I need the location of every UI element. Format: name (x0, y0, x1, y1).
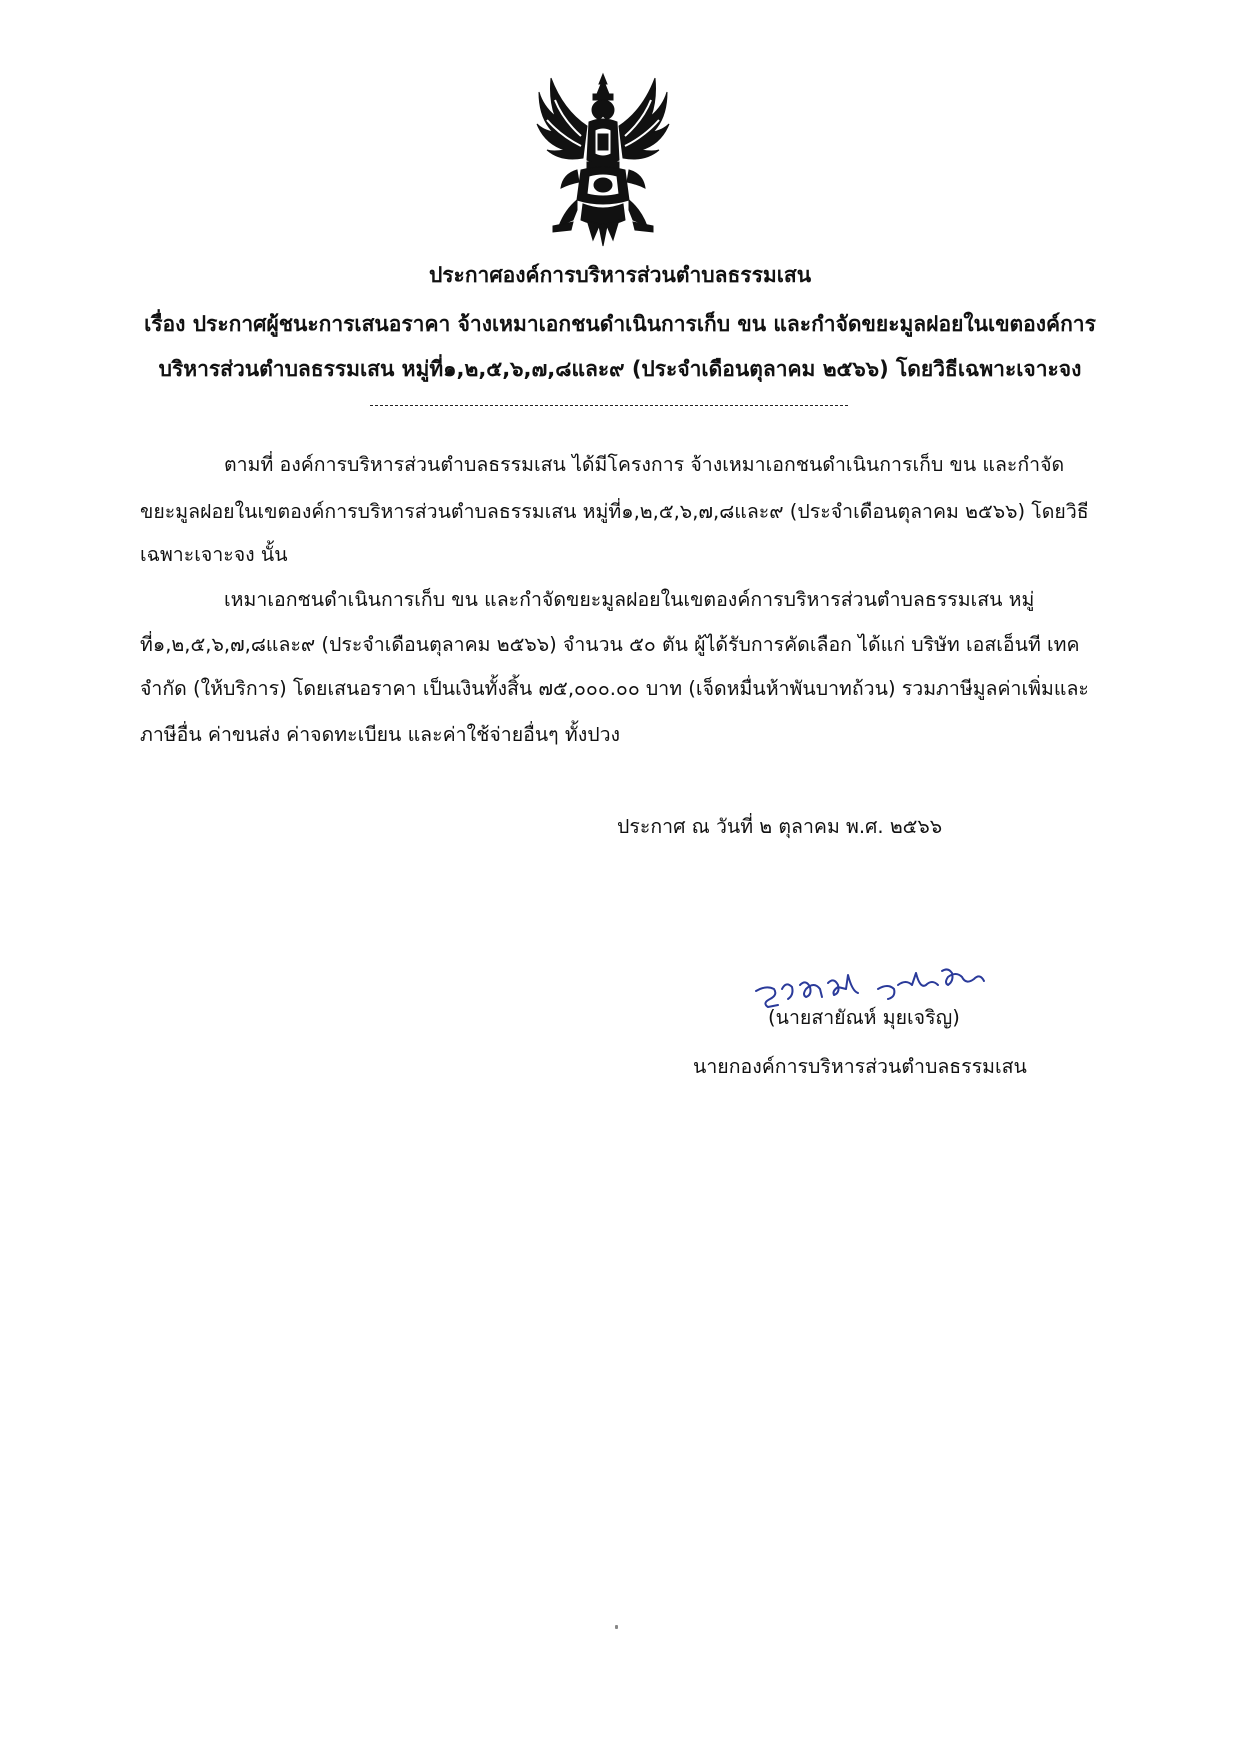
paragraph-1-line-3: เฉพาะเจาะจง นั้น (140, 543, 288, 566)
paragraph-2-line-2: ที่๑,๒,๕,๖,๗,๘และ๙ (ประจำเดือนตุลาคม ๒๕๖๖) จำนวน ๕๐ ตัน ผู้ได้รับการคัดเลือก ได้แก่ บริษัท เอสเอ็นที เทค (140, 633, 1080, 656)
subject-line-2: บริหารส่วนตำบลธรรมเสน หมู่ที่๑,๒,๕,๖,๗,๘และ๙ (ประจำเดือนตุลาคม ๒๕๖๖) โดยวิธีเฉพาะเจาะจง (158, 357, 1082, 381)
signature-icon (748, 945, 1028, 1015)
scan-speck (615, 1625, 618, 1629)
subject-line-1: เรื่อง ประกาศผู้ชนะการเสนอราคา จ้างเหมาเอกชนดำเนินการเก็บ ขน และกำจัดขยะมูลฝอยในเขตองค์การ (144, 312, 1096, 336)
signer-name: (นายสายัณห์ มุยเจริญ) (768, 1006, 960, 1029)
announcement-date: ประกาศ ณ วันที่ ๒ ตุลาคม พ.ศ. ๒๕๖๖ (617, 815, 943, 838)
paragraph-2-line-4: ภาษีอื่น ค่าขนส่ง ค่าจดทะเบียน และค่าใช้จ่ายอื่นๆ ทั้งปวง (140, 723, 621, 746)
paragraph-2-line-3: จำกัด (ให้บริการ) โดยเสนอราคา เป็นเงินทั้งสิ้น ๗๕,๐๐๐.๐๐ บาท (เจ็ดหมื่นห้าพันบาทถ้วน) รวมภาษีมูลค่าเพิ่มและ (140, 677, 1089, 700)
paragraph-1-line-1: ตามที่ องค์การบริหารส่วนตำบลธรรมเสน ได้มีโครงการ จ้างเหมาเอกชนดำเนินการเก็บ ขน และกำจัด (224, 453, 1065, 476)
garuda-emblem-icon (533, 70, 673, 248)
announcement-title: ประกาศองค์การบริหารส่วนตำบลธรรมเสน (428, 263, 812, 287)
signer-title: นายกองค์การบริหารส่วนตำบลธรรมเสน (693, 1055, 1027, 1078)
paragraph-2-line-1: เหมาเอกชนดำเนินการเก็บ ขน และกำจัดขยะมูลฝอยในเขตองค์การบริหารส่วนตำบลธรรมเสน หมู่ (224, 588, 1035, 611)
dashed-divider (370, 405, 848, 406)
paragraph-1-line-2: ขยะมูลฝอยในเขตองค์การบริหารส่วนตำบลธรรมเสน หมู่ที่๑,๒,๕,๖,๗,๘และ๙ (ประจำเดือนตุลาคม ๒๕๖๖) โดยวิธี (140, 500, 1089, 523)
